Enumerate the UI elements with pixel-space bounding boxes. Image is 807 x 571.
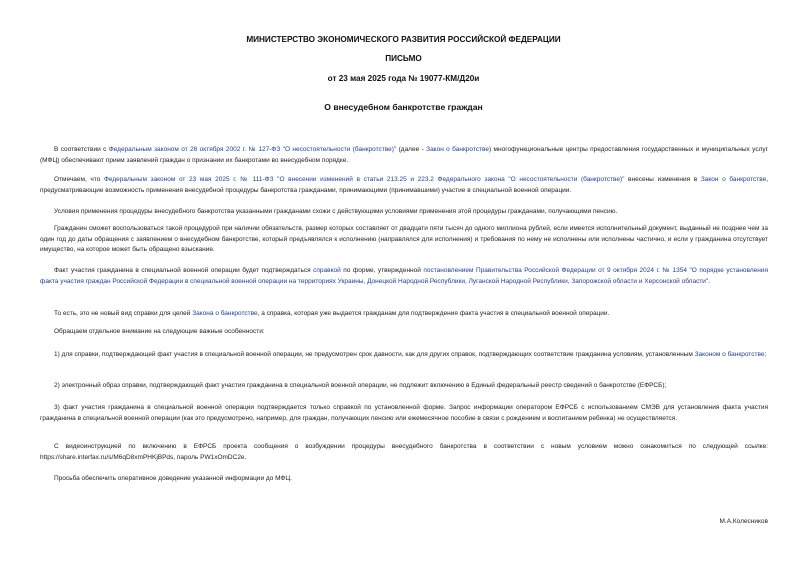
p2-text: , предусматривающие возможность применения внесудебной процедуры банкротства гражданами, принимающими (принимавшими) участие в специальной военной операции. — [40, 176, 769, 194]
paragraph-12: Просьба обеспечить оперативное доведение указанной информации до МФЦ. — [54, 475, 292, 482]
p1-text: В соответствии с — [54, 146, 109, 153]
paragraph-3: Условия применения процедуры внесудебного банкротства указанными гражданами схожи с действующими условиями применения этой процедуры гражданами, получающими пенсию. — [54, 208, 618, 215]
p8-text: ; — [764, 351, 767, 358]
p2-text: внесены изменения в — [624, 176, 701, 183]
paragraph-1 — [40, 145, 768, 166]
government-resolution-1354-link[interactable]: постановлением Правительства Российской Федерации от 9 октября 2024 г. № 1354 "О порядке установления факта участия граждан Российской Федерации в специальной военной операции на территориях Украины, Донецкой Народной Республики, Луганской Народной Республики, Запорожской области и Херсонской области" — [40, 267, 768, 285]
signature-name: М.А.Колесников — [719, 518, 768, 525]
bankruptcy-law-link[interactable]: Законом о банкротстве — [694, 351, 765, 358]
paragraph-9: 2) электронный образ справки, подтверждающей факт участия гражданина в специальной военной операции, не подлежит включению в Единый федеральный реестр сведений о банкротстве (ЕФРСБ); — [54, 382, 667, 389]
ministry-heading: МИНИСТЕРСТВО ЭКОНОМИЧЕСКОГО РАЗВИТИЯ РОССИЙСКОЙ ФЕДЕРАЦИИ — [246, 35, 561, 44]
bankruptcy-law-link[interactable]: Закон о банкротстве — [700, 176, 767, 183]
bankruptcy-law-link[interactable]: Закона о банкротстве — [192, 310, 258, 317]
bankruptcy-law-link[interactable]: Закон о банкротстве — [426, 146, 490, 153]
certificate-link[interactable]: справкой — [313, 267, 341, 274]
law-127-fz-link[interactable]: Федеральным законом от 26 октября 2002 г. № 127-ФЗ "О несостоятельности (банкротстве)" — [108, 146, 397, 153]
p8-text: 1) для справки, подтверждающей факт участия в специальной военной операции, не предусмотрен срок давности, как для других справок, подтверждающих соответствие гражданина условиям, установленным — [54, 351, 695, 358]
paragraph-2 — [40, 175, 768, 196]
paragraph-6 — [40, 309, 768, 320]
p6-text: То есть, это не новый вид справки для целей — [54, 310, 193, 317]
p2-text: Отмечаем, что — [54, 176, 104, 183]
p5-text: . — [708, 277, 711, 285]
law-111-fz-link[interactable]: Федеральным законом от 23 мая 2025 г. № 111-ФЗ "О внесении изменений в статьи 213.25 и 223.2 Федерального закона "О несостоятельности (банкротстве)" — [103, 176, 625, 183]
paragraph-8 — [40, 350, 768, 361]
document-date-number: от 23 мая 2025 года № 19077-КМ/Д20и — [327, 74, 480, 83]
p5-text: по форме, утвержденной — [340, 267, 424, 274]
document-type: ПИСЬМО — [385, 54, 422, 63]
paragraph-7: Обращаем отдельное внимание на следующие важные особенности: — [54, 328, 265, 335]
document-subject: О внесудебном банкротстве граждан — [324, 102, 483, 112]
paragraph-4: Гражданин сможет воспользоваться такой процедурой при наличии обязательств, размер которых составляет от двадцати пяти тысяч до одного миллиона рублей, если имеется исполнительный документ, выданный не позднее чем за один год до даты обращения с заявлением о внесудебном банкротстве, который предъявлялся к исполнению (направлялся для исполнения) и требования по нему не исполнены или исполнены частично, и если у гражданина отсутствует имущество, на которое может быть обращено взыскание. — [40, 225, 768, 253]
paragraph-10: 3) факт участия гражданина в специальной военной операции подтверждается только справкой по установленной форме. Запрос информации оператором ЕФРСБ с использованием СМЭВ для установления факта участия гражданина в специальной военной операции (как это предусмотрено, например, для граждан, получающих пенсию или ежемесячное пособие в связи с рождением и воспитанием ребенка) не осуществляется. — [40, 404, 768, 422]
paragraph-5 — [40, 266, 768, 287]
p5-text: Факт участия гражданина в специальной военной операции будет подтверждаться — [54, 267, 314, 274]
paragraph-11: С видеоинструкцией по включению в ЕФРСБ проекта сообщения о возбуждении процедуры внесудебного банкротства в соответствии с новым условием можно ознакомиться по следующей ссылке: https://share.interfax.ru/s/M6qD8xmPHKjBPds, пароль PW1xOmDC2e. — [40, 443, 768, 461]
p1-text: ) многофункциональные центры предоставления государственных и муниципальных услуг (МФЦ) обеспечивают прием заявлений граждан о признании их банкротами во внесудебном порядке. — [40, 146, 769, 164]
p6-text: , а справка, которая уже выдается гражданам для подтверждения факта участия в специальной военной операции. — [257, 310, 610, 317]
p1-text: (далее - — [396, 146, 427, 153]
